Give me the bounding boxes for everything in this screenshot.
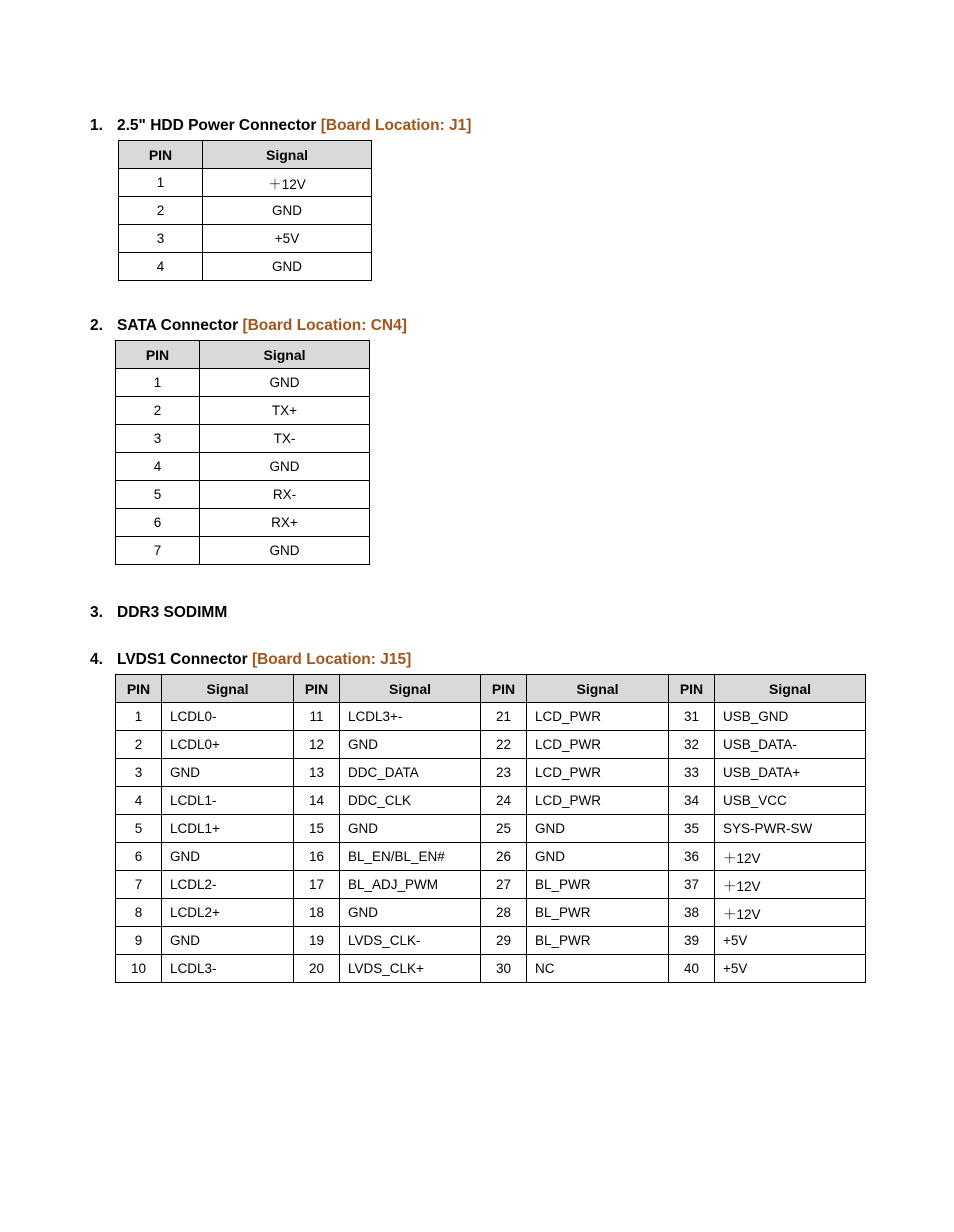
table-row bbox=[116, 843, 866, 871]
pin-cell: 36 bbox=[669, 843, 715, 871]
pin-cell: 25 bbox=[481, 815, 527, 843]
signal-cell: RX- bbox=[200, 481, 370, 509]
signal-cell: LCDL3+- bbox=[340, 703, 481, 731]
pin-cell: 3 bbox=[116, 425, 200, 453]
signal-cell: LCD_PWR bbox=[527, 703, 669, 731]
section-number: 3. bbox=[90, 604, 103, 621]
table-row bbox=[116, 899, 866, 927]
signal-cell: ＋12V bbox=[715, 899, 866, 927]
pin-cell: 10 bbox=[116, 955, 162, 983]
pin-cell: 1 bbox=[116, 369, 200, 397]
pin-cell: 4 bbox=[119, 253, 203, 281]
section-title-ddr3 bbox=[90, 603, 227, 623]
signal-cell: BL_ADJ_PWM bbox=[340, 871, 481, 899]
pin-cell: 21 bbox=[481, 703, 527, 731]
signal-cell: TX+ bbox=[200, 397, 370, 425]
table-row bbox=[116, 955, 866, 983]
pin-cell: 9 bbox=[116, 927, 162, 955]
board-location: [Board Location: J1] bbox=[320, 117, 472, 134]
table-row bbox=[116, 397, 370, 425]
pin-cell: 3 bbox=[119, 225, 203, 253]
signal-cell: DDC_CLK bbox=[340, 787, 481, 815]
signal-cell: LVDS_CLK+ bbox=[340, 955, 481, 983]
table-row bbox=[119, 169, 372, 197]
pin-cell: 11 bbox=[294, 703, 340, 731]
pin-cell: 24 bbox=[481, 787, 527, 815]
pin-cell: 4 bbox=[116, 787, 162, 815]
section-heading: DDR3 SODIMM bbox=[117, 604, 228, 621]
pin-cell: 35 bbox=[669, 815, 715, 843]
signal-header: Signal bbox=[200, 341, 370, 369]
pin-cell: 13 bbox=[294, 759, 340, 787]
signal-cell: GND bbox=[200, 453, 370, 481]
pin-cell: 32 bbox=[669, 731, 715, 759]
pin-header: PIN bbox=[116, 675, 162, 703]
signal-cell: GND bbox=[203, 253, 372, 281]
pin-cell: 38 bbox=[669, 899, 715, 927]
pin-header: PIN bbox=[119, 141, 203, 169]
pin-cell: 15 bbox=[294, 815, 340, 843]
signal-cell: GND bbox=[340, 731, 481, 759]
signal-cell: LCD_PWR bbox=[527, 787, 669, 815]
signal-cell: GND bbox=[203, 197, 372, 225]
pin-cell: 28 bbox=[481, 899, 527, 927]
pin-cell: 17 bbox=[294, 871, 340, 899]
pin-cell: 5 bbox=[116, 815, 162, 843]
table-header-row bbox=[116, 675, 866, 703]
pin-cell: 5 bbox=[116, 481, 200, 509]
hdd-power-pin-table bbox=[118, 140, 372, 281]
pin-header: PIN bbox=[669, 675, 715, 703]
table-row bbox=[116, 453, 370, 481]
signal-cell: GND bbox=[200, 369, 370, 397]
signal-cell: USB_DATA- bbox=[715, 731, 866, 759]
pin-cell: 27 bbox=[481, 871, 527, 899]
signal-header: Signal bbox=[162, 675, 294, 703]
table-row bbox=[119, 197, 372, 225]
table-header-row bbox=[119, 141, 372, 169]
section-number: 1. bbox=[90, 117, 103, 134]
signal-cell: USB_GND bbox=[715, 703, 866, 731]
pin-cell: 8 bbox=[116, 899, 162, 927]
table-row bbox=[116, 481, 370, 509]
signal-header: Signal bbox=[203, 141, 372, 169]
pin-cell: 34 bbox=[669, 787, 715, 815]
signal-cell: +5V bbox=[203, 225, 372, 253]
sata-pin-table bbox=[115, 340, 370, 565]
signal-cell: DDC_DATA bbox=[340, 759, 481, 787]
signal-cell: LCDL1- bbox=[162, 787, 294, 815]
pin-cell: 37 bbox=[669, 871, 715, 899]
section-title-lvds bbox=[90, 650, 411, 670]
pin-cell: 39 bbox=[669, 927, 715, 955]
table-row bbox=[116, 369, 370, 397]
signal-cell: GND bbox=[340, 815, 481, 843]
signal-cell: LCDL3- bbox=[162, 955, 294, 983]
pin-header: PIN bbox=[116, 341, 200, 369]
pin-cell: 7 bbox=[116, 537, 200, 565]
signal-cell: BL_EN/BL_EN# bbox=[340, 843, 481, 871]
signal-cell: ＋12V bbox=[203, 169, 372, 197]
signal-header: Signal bbox=[527, 675, 669, 703]
pin-cell: 12 bbox=[294, 731, 340, 759]
pin-cell: 3 bbox=[116, 759, 162, 787]
table-row bbox=[116, 731, 866, 759]
signal-cell: LCDL0+ bbox=[162, 731, 294, 759]
pin-cell: 19 bbox=[294, 927, 340, 955]
pin-cell: 14 bbox=[294, 787, 340, 815]
pin-cell: 29 bbox=[481, 927, 527, 955]
signal-header: Signal bbox=[340, 675, 481, 703]
pin-header: PIN bbox=[481, 675, 527, 703]
signal-cell: LCDL2- bbox=[162, 871, 294, 899]
table-row bbox=[116, 759, 866, 787]
pin-cell: 33 bbox=[669, 759, 715, 787]
signal-cell: LCD_PWR bbox=[527, 731, 669, 759]
signal-cell: GND bbox=[200, 537, 370, 565]
pin-cell: 23 bbox=[481, 759, 527, 787]
table-row bbox=[116, 425, 370, 453]
table-row bbox=[116, 537, 370, 565]
signal-header: Signal bbox=[715, 675, 866, 703]
signal-cell: LCDL0- bbox=[162, 703, 294, 731]
pin-cell: 4 bbox=[116, 453, 200, 481]
signal-cell: TX- bbox=[200, 425, 370, 453]
signal-cell: GND bbox=[340, 899, 481, 927]
signal-cell: LCD_PWR bbox=[527, 759, 669, 787]
signal-cell: BL_PWR bbox=[527, 871, 669, 899]
section-title-hdd-power bbox=[90, 116, 471, 136]
signal-cell: LCDL1+ bbox=[162, 815, 294, 843]
signal-cell: +5V bbox=[715, 955, 866, 983]
table-row bbox=[119, 253, 372, 281]
signal-cell: BL_PWR bbox=[527, 899, 669, 927]
pin-cell: 1 bbox=[116, 703, 162, 731]
lvds-pin-table bbox=[115, 674, 866, 983]
pin-cell: 2 bbox=[116, 397, 200, 425]
section-heading: 2.5" HDD Power Connector bbox=[117, 117, 317, 134]
pin-cell: 2 bbox=[119, 197, 203, 225]
signal-cell: +5V bbox=[715, 927, 866, 955]
pin-cell: 1 bbox=[119, 169, 203, 197]
signal-cell: LVDS_CLK- bbox=[340, 927, 481, 955]
board-location: [Board Location: CN4] bbox=[242, 317, 407, 334]
pin-cell: 6 bbox=[116, 509, 200, 537]
table-row bbox=[116, 509, 370, 537]
section-heading: LVDS1 Connector bbox=[117, 651, 248, 668]
section-heading: SATA Connector bbox=[117, 317, 239, 334]
table-row bbox=[116, 871, 866, 899]
signal-cell: GND bbox=[162, 843, 294, 871]
board-location: [Board Location: J15] bbox=[251, 651, 412, 668]
pin-cell: 7 bbox=[116, 871, 162, 899]
signal-cell: ＋12V bbox=[715, 871, 866, 899]
section-title-sata bbox=[90, 316, 407, 336]
signal-cell: BL_PWR bbox=[527, 927, 669, 955]
pin-cell: 30 bbox=[481, 955, 527, 983]
signal-cell: SYS-PWR-SW bbox=[715, 815, 866, 843]
pin-cell: 6 bbox=[116, 843, 162, 871]
pin-cell: 18 bbox=[294, 899, 340, 927]
signal-cell: GND bbox=[527, 843, 669, 871]
table-row bbox=[116, 787, 866, 815]
signal-cell: ＋12V bbox=[715, 843, 866, 871]
signal-cell: GND bbox=[527, 815, 669, 843]
pin-cell: 31 bbox=[669, 703, 715, 731]
section-number: 2. bbox=[90, 317, 103, 334]
pin-cell: 26 bbox=[481, 843, 527, 871]
signal-cell: USB_DATA+ bbox=[715, 759, 866, 787]
signal-cell: NC bbox=[527, 955, 669, 983]
table-row bbox=[116, 815, 866, 843]
pin-header: PIN bbox=[294, 675, 340, 703]
pin-cell: 2 bbox=[116, 731, 162, 759]
signal-cell: LCDL2+ bbox=[162, 899, 294, 927]
section-number: 4. bbox=[90, 651, 103, 668]
table-header-row bbox=[116, 341, 370, 369]
table-row bbox=[116, 927, 866, 955]
pin-cell: 20 bbox=[294, 955, 340, 983]
table-row bbox=[116, 703, 866, 731]
signal-cell: GND bbox=[162, 927, 294, 955]
signal-cell: GND bbox=[162, 759, 294, 787]
pin-cell: 16 bbox=[294, 843, 340, 871]
pin-cell: 40 bbox=[669, 955, 715, 983]
table-row bbox=[119, 225, 372, 253]
signal-cell: RX+ bbox=[200, 509, 370, 537]
pin-cell: 22 bbox=[481, 731, 527, 759]
signal-cell: USB_VCC bbox=[715, 787, 866, 815]
